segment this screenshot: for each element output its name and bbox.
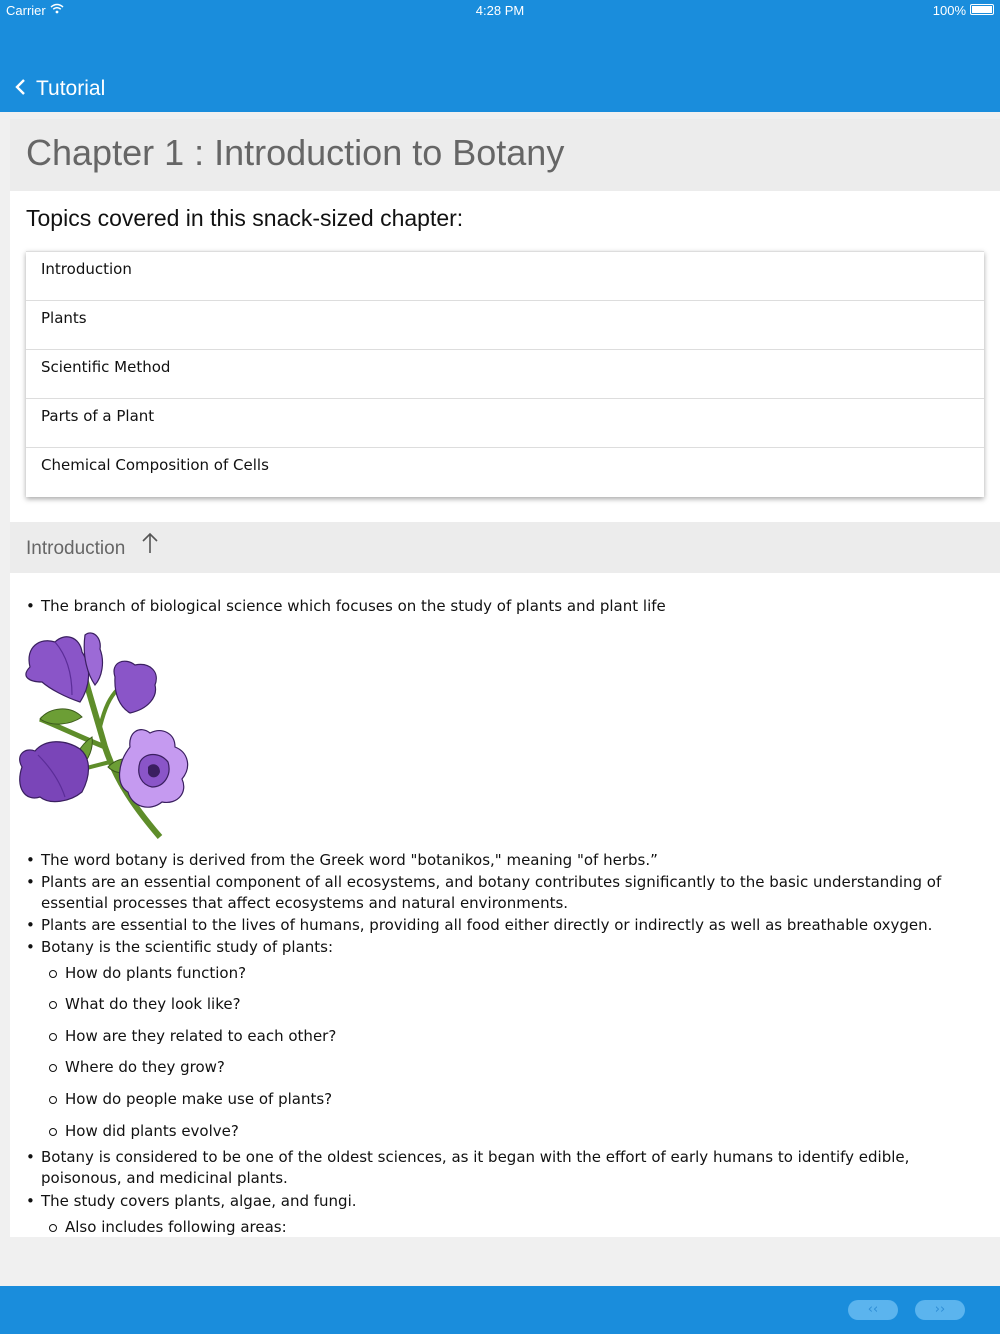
sub-bullet-item: Also includes following areas: bbox=[49, 1217, 969, 1237]
bullet-item: • Botany is the scientific study of plants: bbox=[26, 937, 976, 958]
topics-list bbox=[26, 251, 984, 497]
sub-bullet-item: How do people make use of plants? bbox=[49, 1089, 969, 1110]
topic-item-parts-of-a-plant[interactable] bbox=[26, 399, 984, 448]
topic-item-introduction[interactable] bbox=[26, 252, 984, 301]
section-title: Introduction bbox=[26, 538, 126, 559]
topic-item-scientific-method[interactable] bbox=[26, 350, 984, 399]
topic-item-chemical-composition[interactable] bbox=[26, 448, 984, 497]
battery-label: 100% bbox=[932, 3, 966, 18]
topic-item-plants[interactable] bbox=[26, 301, 984, 350]
bullet-item: • The study covers plants, algae, and fungi. bbox=[26, 1191, 976, 1212]
topic-item-label: Chemical Composition of Cells bbox=[41, 456, 269, 474]
arrow-up-icon[interactable] bbox=[140, 531, 160, 555]
bullet-item: • Plants are an essential component of all ecosystems, and botany contributes significantly to the basic understanding of essential processes that affect ecosystems and natural environments. bbox=[26, 872, 976, 914]
sub-bullet-item: Where do they grow? bbox=[49, 1057, 969, 1078]
status-bar bbox=[0, 0, 1000, 22]
chevron-left-icon bbox=[14, 76, 26, 102]
bullet-item: • Botany is considered to be one of the oldest sciences, as it began with the effort of early humans to identify edible, poisonous, and medicinal plants. bbox=[26, 1147, 976, 1189]
topic-item-label: Plants bbox=[41, 309, 87, 327]
topic-item-label: Parts of a Plant bbox=[41, 407, 155, 425]
bullet-item: • The word botany is derived from the Greek word "botanikos," meaning "of herbs.” bbox=[26, 850, 976, 871]
next-page-button[interactable]: ›› bbox=[915, 1300, 965, 1320]
sub-bullet-item: How do plants function? bbox=[49, 963, 969, 984]
bullet-item: • The branch of biological science which focuses on the study of plants and plant life bbox=[26, 596, 976, 617]
previous-page-button[interactable]: ‹‹ bbox=[848, 1300, 898, 1320]
chapter-content[interactable] bbox=[10, 119, 1000, 1237]
navigation-bar bbox=[0, 0, 1000, 112]
flower-illustration bbox=[10, 627, 196, 841]
sub-bullet-item: What do they look like? bbox=[49, 994, 969, 1015]
chapter-title: Chapter 1 : Introduction to Botany bbox=[26, 132, 565, 173]
carrier-label: Carrier bbox=[6, 3, 46, 18]
back-button[interactable] bbox=[14, 74, 105, 104]
sub-bullet-item: How are they related to each other? bbox=[49, 1026, 969, 1047]
topics-heading: Topics covered in this snack-sized chapter: bbox=[26, 205, 464, 231]
bullet-item: • Plants are essential to the lives of humans, providing all food either directly or indirectly as well as breathable oxygen. bbox=[26, 915, 976, 936]
topic-item-label: Introduction bbox=[41, 260, 132, 278]
bottom-toolbar bbox=[0, 1286, 1000, 1334]
sub-bullet-item: How did plants evolve? bbox=[49, 1121, 969, 1142]
battery-icon bbox=[970, 4, 994, 15]
back-button-label: Tutorial bbox=[36, 77, 106, 100]
clock-label: 4:28 PM bbox=[475, 3, 525, 18]
section-header-introduction bbox=[10, 522, 1000, 573]
topic-item-label: Scientific Method bbox=[41, 358, 171, 376]
chapter-header bbox=[10, 119, 1000, 191]
